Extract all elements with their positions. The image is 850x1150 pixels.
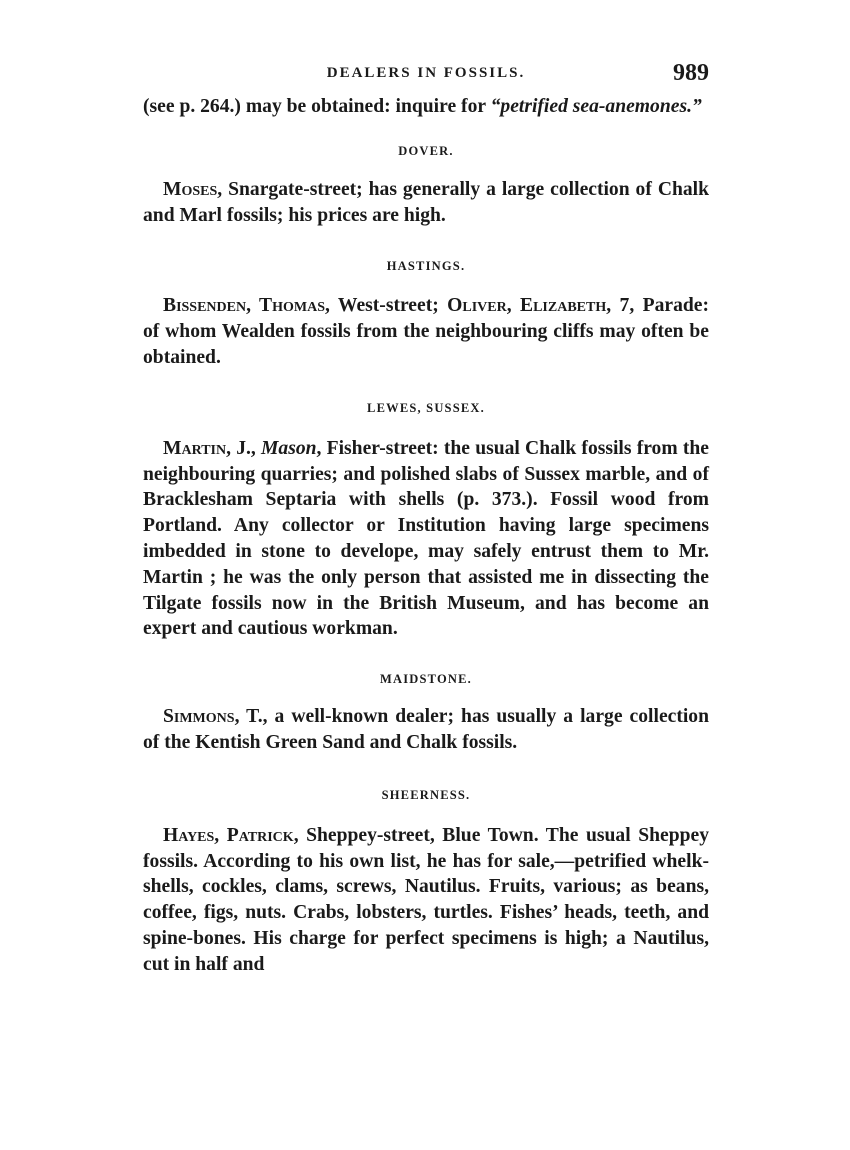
entry-text: , West-street; bbox=[325, 295, 448, 317]
dealer-name: Hayes, Patrick bbox=[163, 824, 294, 846]
dealer-name: Simmons bbox=[163, 706, 235, 728]
dealer-name: Oliver, Elizabeth bbox=[447, 295, 607, 317]
entry-sheerness bbox=[143, 823, 709, 978]
entry-dover bbox=[143, 177, 709, 229]
dealer-trade: Mason bbox=[261, 437, 317, 459]
section-heading-dover: DOVER. bbox=[398, 143, 454, 158]
page-number: 989 bbox=[673, 60, 709, 86]
running-title: DEALERS IN FOSSILS. bbox=[326, 65, 526, 81]
continuation-text: (see p. 264.) may be obtained: inquire for bbox=[143, 96, 491, 117]
dealer-name: Martin bbox=[163, 437, 227, 459]
section-heading-sheerness: SHEERNESS. bbox=[381, 787, 471, 802]
entry-text: , Sheppey-street, Blue Town. The usual Sheppey fossils. According to his own list, he has for sale,—petrified whelk-shells, cockles, clams, screws, Nautilus. Fruits, various; as beans, coffee, figs, nuts. Crabs, lobsters, turtles. Fishes’ heads, teeth, and spine-bones. His charge for perfect specimens is high; a Nautilus, cut in half and bbox=[143, 824, 709, 975]
book-page bbox=[143, 58, 709, 978]
section-heading-lewes: LEWES, SUSSEX. bbox=[367, 400, 485, 415]
entry-maidstone bbox=[143, 704, 709, 756]
running-header bbox=[143, 58, 709, 94]
dealer-name: Moses bbox=[163, 178, 218, 200]
section-heading-maidstone: MAIDSTONE. bbox=[380, 672, 472, 687]
entry-text: , T., a well-known dealer; has usually a large collection of the Kentish Green Sand and Chalk fossils. bbox=[143, 706, 709, 753]
entry-text: , Fisher-street: the usual Chalk fossils from the neighbouring quarries; and polished slabs of Sussex marble, and of Bracklesham Septaria with shells (p. 373.). Fossil wood from Portland. Any collector or Institution having large specimens imbedded in stone to develope, may safely entrust them to Mr. Martin ; he was the only person that assisted me in dissecting the Tilgate fossils now in the British Museum, and has become an expert and cautious workman. bbox=[143, 437, 709, 640]
entry-text: , 7, Parade: of whom Wealden fossils from the neighbouring cliffs may often be obtained. bbox=[143, 295, 710, 368]
dealer-initial: , J., bbox=[226, 437, 261, 459]
continuation-paragraph bbox=[143, 94, 709, 120]
entry-text: , Snargate-street; has generally a large collection of Chalk and Marl fossils; his prices are high. bbox=[143, 178, 709, 226]
continuation-quote: “petrified sea-anemones.” bbox=[490, 96, 702, 117]
entry-hastings bbox=[143, 293, 709, 370]
entry-lewes bbox=[143, 436, 709, 642]
section-heading-hastings: HASTINGS. bbox=[386, 259, 466, 274]
dealer-name: Bissenden, Thomas bbox=[163, 295, 325, 317]
